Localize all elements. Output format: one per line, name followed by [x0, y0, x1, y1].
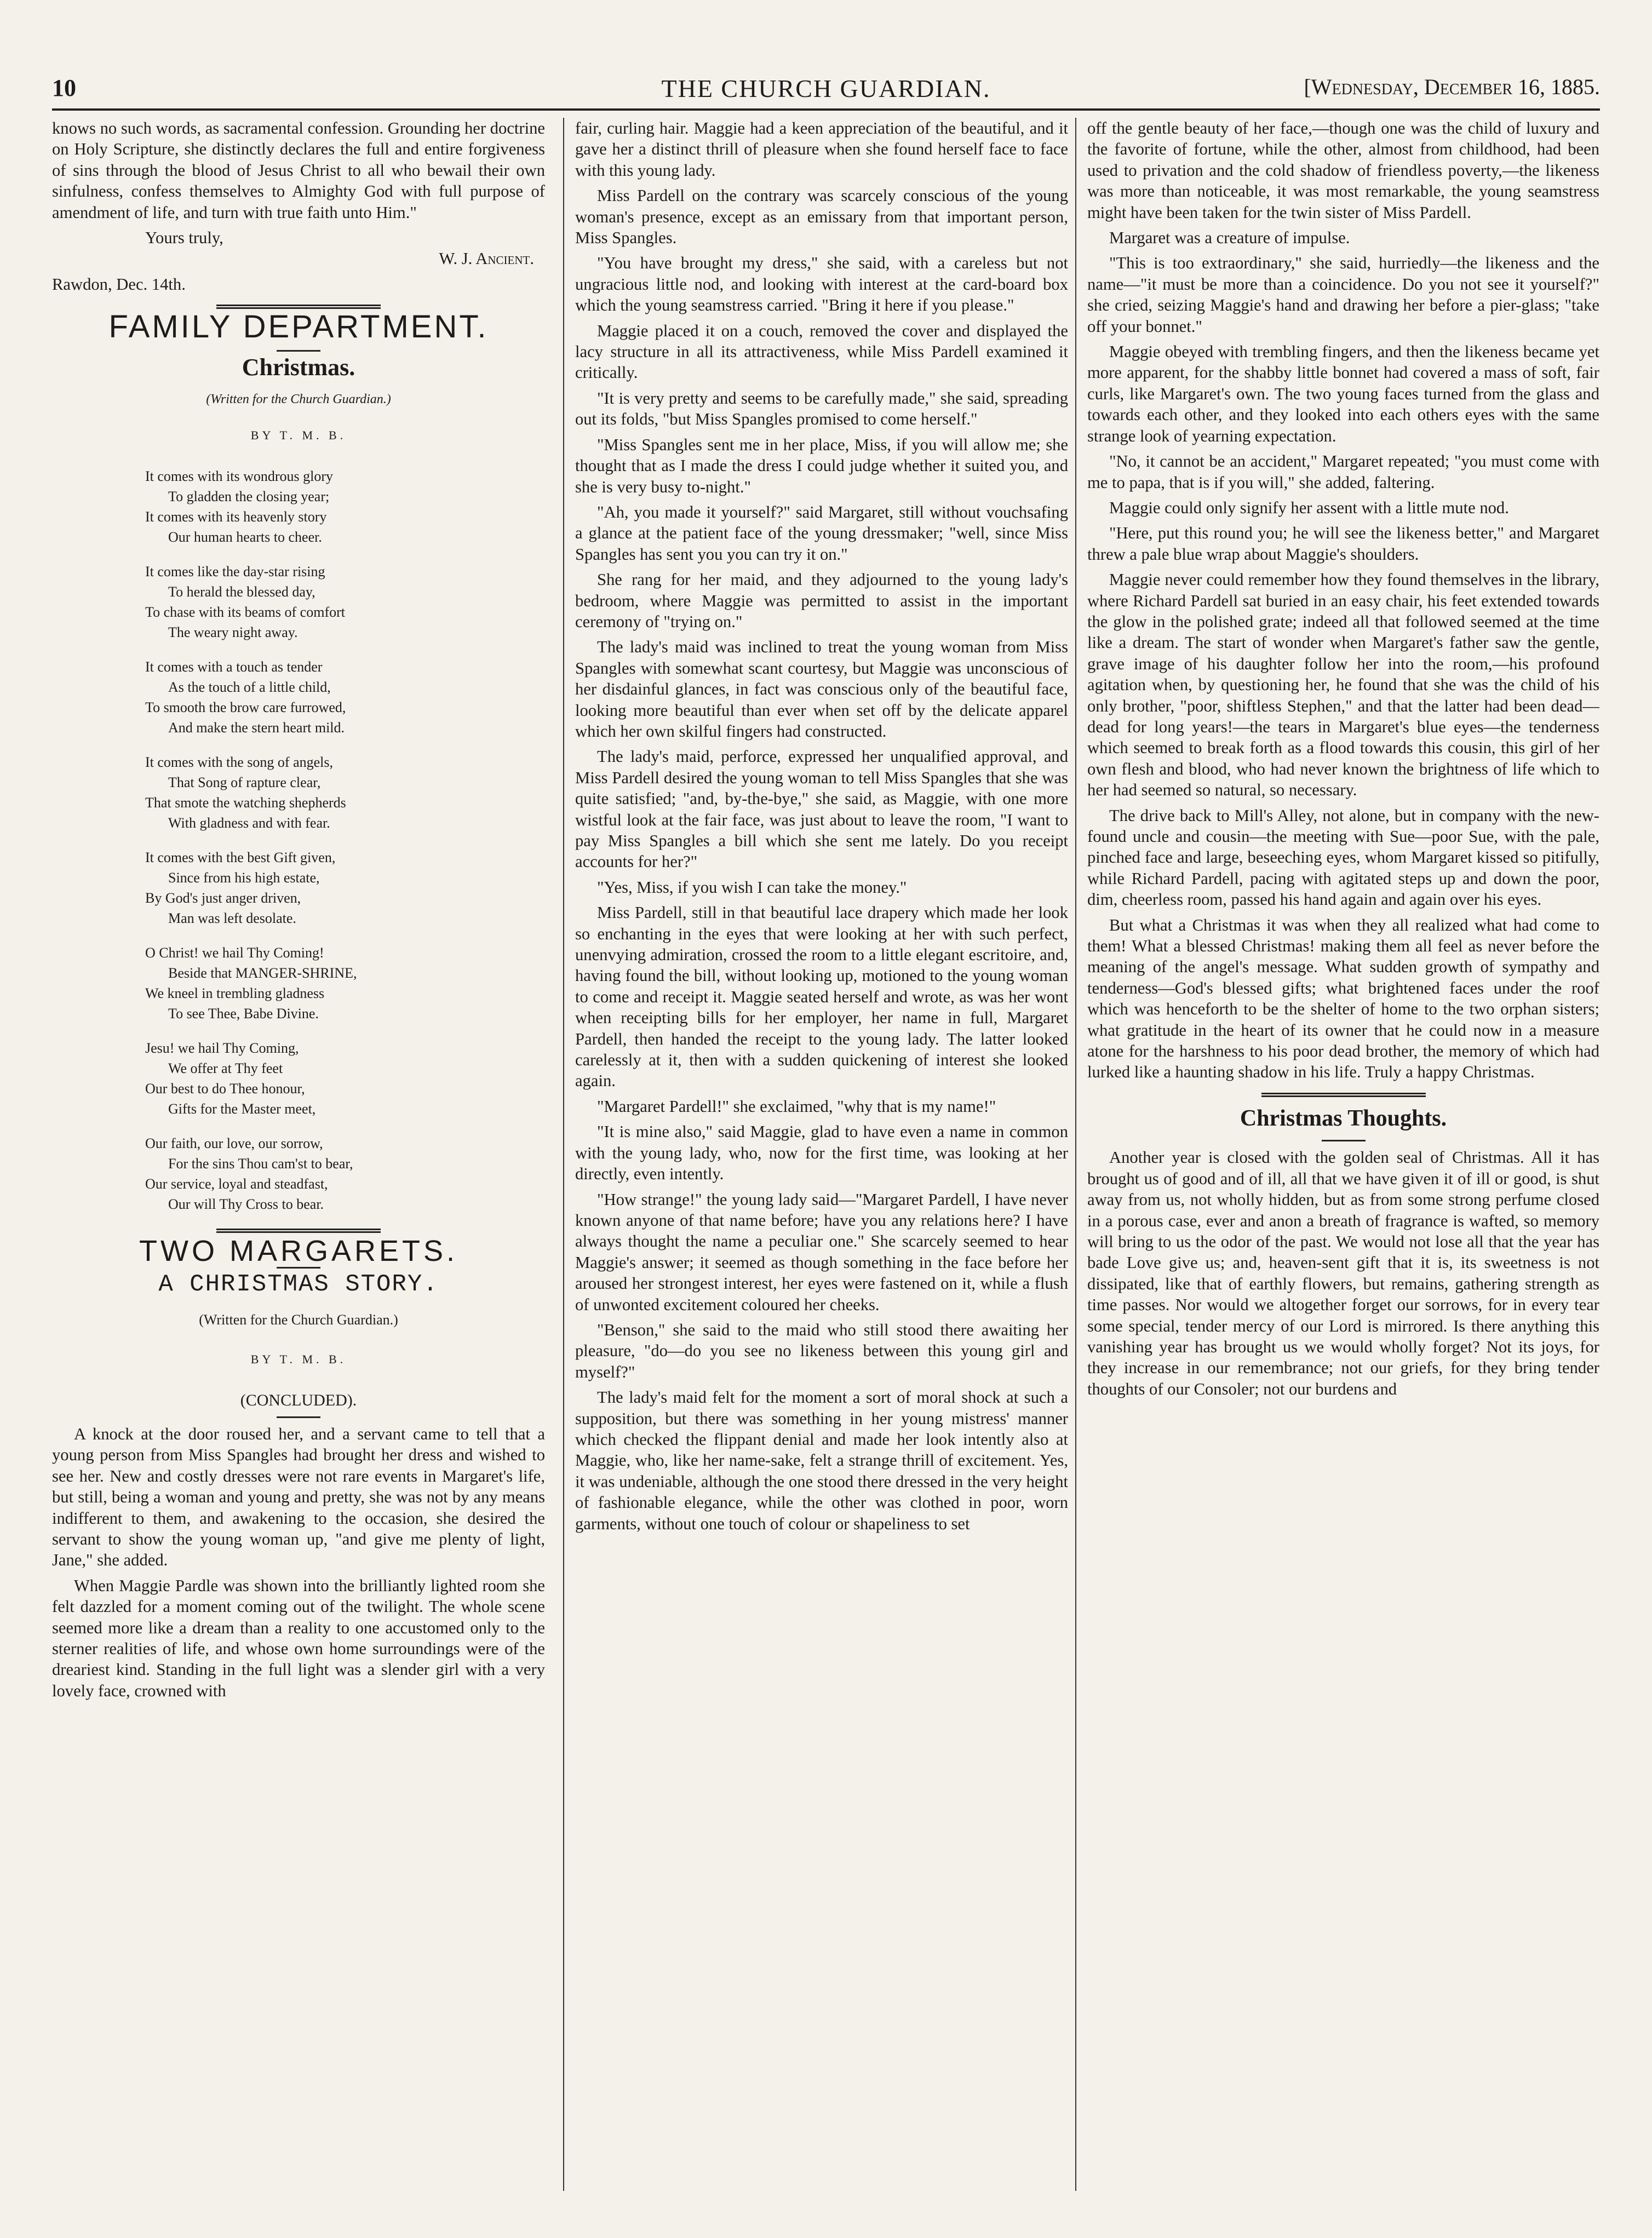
story-subtitle: A CHRISTMAS STORY.	[158, 1271, 439, 1299]
poem-line: To chase with its beams of comfort	[145, 604, 345, 620]
section-rule	[216, 305, 381, 309]
story-paragraph: Miss Pardell on the contrary was scarcely conscious of the young woman's presence, except as an emissary from that important person, Miss Spangles.	[575, 186, 1068, 248]
poem	[52, 466, 545, 1214]
poem-line: To herald the blessed day,	[168, 583, 316, 600]
story-paragraph: "Margaret Pardell!" she exclaimed, "why that is my name!"	[597, 1097, 996, 1116]
divider	[1322, 1140, 1366, 1141]
poem-line: It comes with the song of angels,	[145, 754, 333, 770]
story-paragraph: "You have brought my dress," she said, with a careless but not ungracious little nod, and looking with interest at the card-board box which the young seamstress carried. "Bring it here if you please."	[575, 254, 1068, 315]
story-paragraph: "This is too extraordinary," she said, hurriedly—the likeness and the name—"it must be more than a coincidence. Do you not see it yourself?" she cried, seizing Maggie's hand and drawing her before a pier-glass; "take off your bonnet."	[1087, 254, 1599, 336]
poem-stanza	[145, 943, 545, 1024]
poem-line: To smooth the brow care furrowed,	[145, 699, 346, 715]
poem-line: It comes with its heavenly story	[145, 508, 327, 525]
story-paragraph: The drive back to Mill's Alley, not alone, but in company with the new-found uncle and cousin—the meeting with Sue—poor Sue, with the pale, pinched face and large, beseeching eyes, whom Margaret kissed so pitifully, while Richard Pardell, pacing with agitated steps up and down the poor, dim, cheerless room, passed his hand again and again over his eyes.	[1087, 806, 1599, 909]
story-paragraph: "Miss Spangles sent me in her place, Miss, if you will allow me; she thought that as I made the dress I could judge whether it suited you, and she is very busy to-night."	[575, 435, 1068, 496]
page-number: 10	[52, 74, 76, 101]
poem-line: Beside that MANGER-SHRINE,	[168, 965, 357, 981]
story-paragraph: Margaret was a creature of impulse.	[1109, 228, 1350, 248]
story-paragraph: off the gentle beauty of her face,—though one was the child of luxury and the favorite of fortune, while the other, almost from childhood, had been used to privation and the cold shadow of friendless poverty,—the likeness was more than noticeable, it was most remarkable, the young seamstress might have been taken for the twin sister of Miss Pardell.	[1087, 119, 1599, 222]
poem-line: To gladden the closing year;	[168, 488, 330, 504]
poem-line: It comes like the day-star rising	[145, 563, 325, 579]
article-title: Christmas Thoughts.	[1240, 1105, 1447, 1131]
column-divider	[1075, 118, 1076, 2191]
poem-stanza	[145, 1133, 545, 1214]
letter-ending: knows no such words, as sacramental confession. Grounding her doctrine on Holy Scripture, she distinctly declares the full and entire forgiveness of sins through the blood of Jesus Christ to all who bewail their own sinfulness, confess themselves to Almighty God with full purpose of amendment of life, and turn with true faith unto Him."	[52, 119, 545, 222]
story-paragraph: A knock at the door roused her, and a servant came to tell that a young person from Miss Spangles had brought her dress and wished to see her. New and costly dresses were not rare events in Margaret's life, but still, being a woman and young and pretty, she was not by any means indifferent to them, and awakening to the occasion, she desired the servant to show the young woman up, "and give me plenty of light, Jane," she added.	[52, 1424, 545, 1570]
poem-line: It comes with the best Gift given,	[145, 849, 336, 865]
poem-line: Man was left desolate.	[168, 910, 296, 926]
poem-line: Our will Thy Cross to bear.	[168, 1196, 324, 1212]
poem-line: Our human hearts to cheer.	[168, 529, 322, 545]
poem-line: With gladness and with fear.	[168, 814, 330, 831]
letter-place-date: Rawdon, Dec. 14th.	[52, 274, 186, 294]
poem-line: It comes with a touch as tender	[145, 658, 323, 675]
poem-line: Our faith, our love, our sorrow,	[145, 1135, 323, 1151]
story-title: TWO MARGARETS.	[139, 1234, 458, 1267]
story-paragraph: Maggie could only signify her assent with a little mute nod.	[1109, 498, 1509, 517]
poem-stanza	[145, 752, 545, 833]
story-paragraph: But what a Christmas it was when they all realized what had come to them! What a blessed Christmas! making them all feel as never before the meaning of the angel's message. What sudden growth of sympathy and tenderness—God's blessed gifts; what brightened faces under the roof which was henceforth to be the shelter of home to the two orphan sisters; what gratitude in the heart of its owner that he could now in a measure atone for the harshness to his poor dead brother, the memory of which had lurked like a haunting shadow in his life. Truly a happy Christmas.	[1087, 915, 1599, 1082]
poem-stanza	[145, 1038, 545, 1119]
column-3	[1087, 118, 1599, 1404]
column-1	[52, 118, 545, 1706]
newspaper-title: THE CHURCH GUARDIAN.	[661, 74, 991, 102]
story-paragraph: "Here, put this round you; he will see the likeness better," and Margaret threw a pale blue wrap about Maggie's shoulders.	[1087, 524, 1599, 564]
story-paragraph: "Benson," she said to the maid who still stood there awaiting her pleasure, "do—do you see no likeness between this young girl and myself?"	[575, 1320, 1068, 1381]
story-note: (Written for the Church Guardian.)	[199, 1311, 398, 1328]
divider	[277, 350, 320, 352]
column-2	[575, 118, 1068, 1539]
story-paragraph: Maggie placed it on a couch, removed the cover and displayed the lacy structure in all its attractiveness, while Miss Pardell examined it critically.	[575, 321, 1068, 382]
issue-date: [Wednesday, December 16, 1885.	[1304, 74, 1600, 99]
department-heading: FAMILY DEPARTMENT.	[108, 309, 489, 345]
story-paragraph: "It is very pretty and seems to be carefully made," she said, spreading out its folds, "but Miss Spangles promised to come herself."	[575, 388, 1068, 429]
poem-stanza	[145, 847, 545, 928]
poem-line: And make the stern heart mild.	[168, 719, 345, 736]
poem-line: We offer at Thy feet	[168, 1060, 283, 1076]
article-paragraph: Another year is closed with the golden seal of Christmas. All it has brought us of good and of ill, all that we have given it of ill or good, is shut away from us, not wholly hidden, but as from some strong perfume closed in a porous case, ever and anon a breath of fragrance is wafted, so memory will bring to us the odor of the past. We would not lose all that the year has bade Love give us; and, heaven-sent gift that it is, its sweetness is not dissipated, like that of earthly flowers, but remains, gathering strength as time passes. Nor would we altogether forget our sorrows, for in every tear some special, tender mercy of our Lord is mirrored. Is there anything this vanishing year has brought us we would wholly forget? Not its joys, for they increase in our remembrance; not our griefs, for they bring tender thoughts of our Consoler; not our burdens and	[1087, 1148, 1599, 1398]
poem-stanza	[145, 657, 545, 738]
story-paragraph: Maggie never could remember how they found themselves in the library, where Richard Pardell sat buried in an easy chair, his feet extended towards the glow in the polished grate; indeed all that followed seemed at the time like a dream. The start of wonder when Margaret's father saw the gentle, grave image of his daughter follow her into the room,—his profound agitation when, by questioning her, he found that she was the child of his only brother, "poor, shiftless Stephen," and that the latter had been dead—dead for long years!—the tears in Margaret's blue eyes—the tenderness which seemed to break forth as a flood towards this cousin, this girl of her own flesh and blood, who had never known the brightness of life which to her had seemed so natural, so necessary.	[1087, 570, 1599, 800]
poem-line: To see Thee, Babe Divine.	[168, 1005, 319, 1022]
story-paragraph: The lady's maid was inclined to treat the young woman from Miss Spangles with somewhat scant courtesy, but Maggie was unconscious of her disdainful glances, in fact was conscious only of the beautiful face, looking more beautiful than ever when set off by the delicate apparel which her own skilful fingers had constructed.	[575, 638, 1068, 741]
poem-line: We kneel in trembling gladness	[145, 985, 325, 1001]
story-paragraph: When Maggie Pardle was shown into the brilliantly lighted room she felt dazzled for a moment coming out of the twilight. The whole scene seemed more like a dream than a reality to one accustomed only to the sterner realities of life, and whose own home surroundings were of the dreariest kind. Standing in the full light was a slender girl with a very lovely face, crowned with	[52, 1576, 545, 1700]
story-byline: BY T. M. B.	[250, 1352, 347, 1367]
story-paragraph: The lady's maid felt for the moment a sort of moral shock at such a supposition, but there was something in her young mistress' manner which checked the flippant denial and made her look intently also at Maggie, who, like her name-sake, felt a strange thrill of excitement. Yes, it was undeniable, although the one stood there dressed in the very height of fashionable elegance, while the other was clothed in poor, worn garments, without one touch of colour or shapeliness to set	[575, 1388, 1068, 1533]
story-paragraph: fair, curling hair. Maggie had a keen appreciation of the beautiful, and it gave her a distinct thrill of pleasure when she found herself face to face with this young lady.	[575, 119, 1068, 180]
story-concluded: (CONCLUDED).	[240, 1391, 357, 1409]
poem-line: O Christ! we hail Thy Coming!	[145, 944, 324, 961]
section-rule	[216, 1229, 381, 1233]
poem-line: The weary night away.	[168, 624, 298, 640]
poem-line: By God's just anger driven,	[145, 890, 301, 906]
poem-line: It comes with its wondrous glory	[145, 468, 334, 484]
poem-byline: BY T. M. B.	[250, 428, 347, 443]
story-paragraph: The lady's maid, perforce, expressed her unqualified approval, and Miss Pardell desired the young woman to tell Miss Spangles that she was quite satisfied; "and, by-the-bye," she said, as Maggie, with one more wistful look at the fair face, was just about to leave the room, "I want to pay Miss Spangles a bill which she sent me lately. Do you receipt accounts for her?"	[575, 747, 1068, 871]
poem-line: That Song of rapture clear,	[168, 774, 321, 790]
header-rule	[52, 108, 1600, 111]
poem-line: Our best to do Thee honour,	[145, 1080, 305, 1097]
poem-line: Gifts for the Master meet,	[168, 1100, 316, 1117]
story-paragraph: Miss Pardell, still in that beautiful lace drapery which made her look so enchanting in the eyes that were looking at her with such perfect, unenvying admiration, crossed the room to a little elegant escritoire, and, having found the bill, without looking up, motioned to the young woman to come and receipt it. Maggie seated herself and wrote, as was her wont when receipting bills for her employer, her name in full, Margaret Pardell, then handed the receipt to the young lady. The latter looked carelessly at it, then with a sudden quickening of interest she looked again.	[575, 903, 1068, 1091]
poem-line: Jesu! we hail Thy Coming,	[145, 1040, 299, 1056]
poem-line: As the touch of a little child,	[168, 679, 331, 695]
story-paragraph: "No, it cannot be an accident," Margaret repeated; "you must come with me to papa, that is if you will," she added, faltering.	[1087, 452, 1599, 492]
section-rule	[1261, 1093, 1426, 1097]
poem-line: For the sins Thou cam'st to bear,	[168, 1155, 353, 1172]
poem-line: Our service, loyal and steadfast,	[145, 1175, 328, 1192]
column-divider	[563, 118, 564, 2191]
page-header	[52, 74, 1600, 107]
letter-signoff: Yours truly,	[145, 228, 223, 248]
story-continuation	[1087, 118, 1599, 1083]
poem-line: That smote the watching shepherds	[145, 794, 346, 811]
divider	[277, 1416, 320, 1418]
story-paragraph: She rang for her maid, and they adjourned to the young lady's bedroom, where Maggie was permitted to assist in the important ceremony of "trying on."	[575, 570, 1068, 631]
story-paragraph: "Ah, you made it yourself?" said Margaret, still without vouchsafing a glance at the patient face of the young dressmaker; "well, since Miss Spangles has sent you you can try it on."	[575, 502, 1068, 564]
poem-title: Christmas.	[242, 353, 355, 381]
story-paragraph: "Yes, Miss, if you wish I can take the money."	[597, 877, 907, 897]
story-paragraph: Maggie obeyed with trembling fingers, and then the likeness became yet more apparent, for the shabby little bonnet had covered a mass of soft, fair curls, like Margaret's own. The two young faces turned from the glass and towards each other, and they looked into each others eyes with the same strange look of yearning expectation.	[1087, 342, 1599, 445]
story-paragraph: "How strange!" the young lady said—"Margaret Pardell, I have never known anyone of that name before; have you any relations here? I have always thought the name a peculiar one." She scarcely seemed to hear Maggie's answer; it seemed as though something in the face before her aroused her strongest interest, her eyes were fastened on it, while a flush of unwonted excitement coloured her cheeks.	[575, 1190, 1068, 1314]
poem-line: Since from his high estate,	[168, 869, 320, 886]
letter-signature: W. J. Ancient.	[439, 249, 534, 268]
poem-note: (Written for the Church Guardian.)	[206, 392, 391, 407]
poem-stanza	[145, 466, 545, 547]
story-paragraph: "It is mine also," said Maggie, glad to have even a name in common with the young lady, who, now for the first time, was looking at her directly, even intently.	[575, 1122, 1068, 1184]
poem-stanza	[145, 561, 545, 642]
